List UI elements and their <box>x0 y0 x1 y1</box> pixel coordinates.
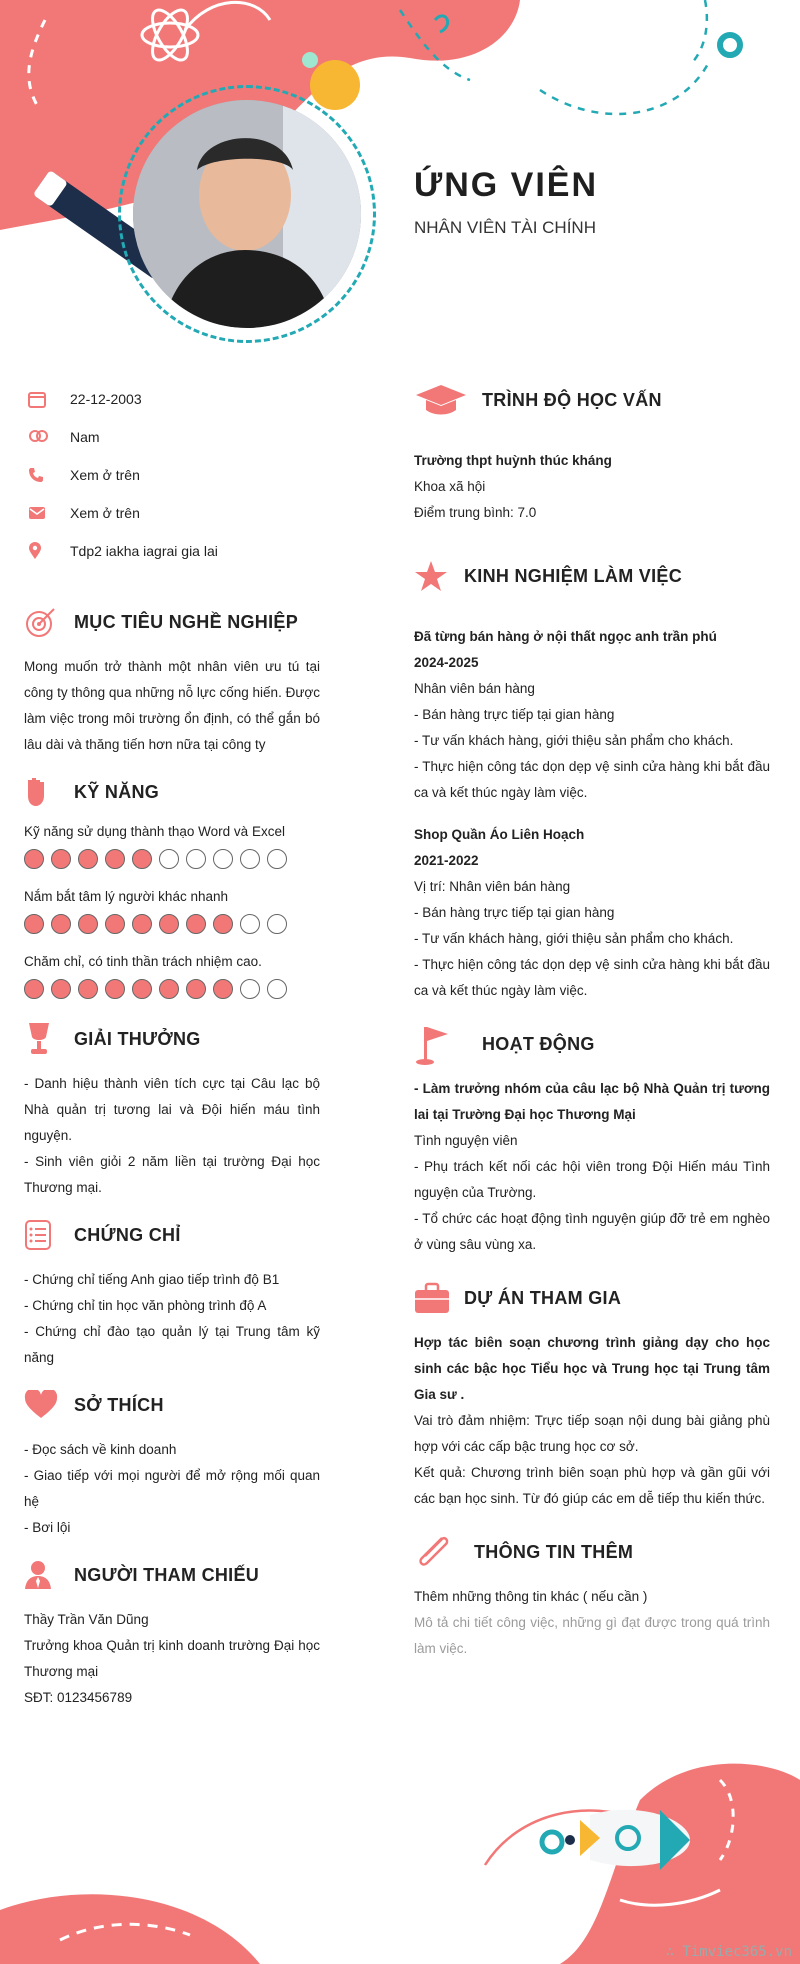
email-value: Xem ở trên <box>70 505 140 521</box>
contact-birthdate <box>24 380 320 418</box>
references-header <box>24 1555 320 1595</box>
job-duty: - Thực hiện công tác dọn dẹp vệ sinh cửa hàng khi bắt đầu ca và kết thúc ngày làm việc. <box>414 957 770 998</box>
reference-line: SĐT: 0123456789 <box>24 1690 133 1705</box>
person-tie-icon <box>24 1555 74 1595</box>
reference-line: Trưởng khoa Quản trị kinh doanh trường Đại học Thương mại <box>24 1638 320 1679</box>
skill-label: Chăm chỉ, có tinh thần trách nhiệm cao. <box>24 954 262 969</box>
rating-dot-filled <box>78 849 98 869</box>
education-title: TRÌNH ĐỘ HỌC VẤN <box>482 389 662 410</box>
rating-dot-filled <box>24 849 44 869</box>
job-duty: - Tư vấn khách hàng, giới thiệu sản phẩm cho khách. <box>414 733 734 748</box>
rating-dot-filled <box>24 979 44 999</box>
projects-header <box>414 1278 770 1318</box>
rating-dot-filled <box>51 849 71 869</box>
rating-dot-filled <box>24 914 44 934</box>
address-value: Tdp2 iakha iagrai gia lai <box>70 543 218 559</box>
certificate-line: - Chứng chỉ đào tạo quản lý tại Trung tâm kỹ năng <box>24 1324 320 1365</box>
extra-header <box>414 1532 770 1572</box>
activity-heading: - Làm trưởng nhóm của câu lạc bộ Nhà Quản trị tương lai tại Trường Đại học Thương Mại <box>414 1081 770 1122</box>
job-duty: - Thực hiện công tác dọn dẹp vệ sinh cửa hàng khi bắt đầu ca và kết thúc ngày làm việc. <box>414 759 770 800</box>
education-gpa: Điểm trung bình: 7.0 <box>414 505 537 520</box>
rating-dot-filled <box>132 979 152 999</box>
job-duty: - Bán hàng trực tiếp tại gian hàng <box>414 707 615 722</box>
rating-dot-empty <box>267 914 287 934</box>
rating-dot-empty <box>240 914 260 934</box>
phone-icon <box>24 467 70 483</box>
objective-text: Mong muốn trở thành một nhân viên ưu tú tại công ty thông qua những nỗ lực cống hiến. Được làm việc trong môi trường ổn định, có thể gắn bó lâu dài và thăng tiến hơn nữa tại công ty <box>24 659 320 752</box>
awards-line: - Danh hiệu thành viên tích cực tại Câu lạc bộ Nhà quản trị tương lai và Đội hiến máu tình nguyện. <box>24 1076 320 1143</box>
education-school: Trường thpt huỳnh thúc kháng <box>414 453 612 468</box>
job-position: Nhân viên bán hàng <box>414 681 535 696</box>
activity-line: - Phụ trách kết nối các hội viên trong Đội Hiến máu Tình nguyện của Trường. <box>414 1159 770 1200</box>
extra-title: THÔNG TIN THÊM <box>474 1541 634 1562</box>
activity-role: Tình nguyện viên <box>414 1133 518 1148</box>
experience-header <box>414 556 770 596</box>
birthdate-value: 22-12-2003 <box>70 391 142 407</box>
contact-phone <box>24 456 320 494</box>
rating-dot-filled <box>186 979 206 999</box>
job-period: 2024-2025 <box>414 655 479 670</box>
projects-title: DỰ ÁN THAM GIA <box>464 1287 622 1308</box>
rating-dot-filled <box>78 914 98 934</box>
rating-dot-filled <box>105 914 125 934</box>
skills-title: KỸ NĂNG <box>74 781 160 802</box>
flag-icon <box>414 1024 482 1064</box>
raised-fist-icon <box>24 772 74 812</box>
skills-header <box>24 772 320 812</box>
certificates-header <box>24 1215 320 1255</box>
skill-rating <box>24 849 320 869</box>
location-pin-icon <box>24 542 70 560</box>
rating-dot-empty <box>240 979 260 999</box>
job-period: 2021-2022 <box>414 853 479 868</box>
contact-address <box>24 532 320 570</box>
hobbies-header <box>24 1385 320 1425</box>
certificate-line: - Chứng chỉ tin học văn phòng trình độ A <box>24 1298 267 1313</box>
project-line: Kết quả: Chương trình biên soạn phù hợp và gần gũi với các bạn học sinh. Từ đó giúp các em dễ tiếp thu kiến thức. <box>414 1465 770 1506</box>
rating-dot-empty <box>213 849 233 869</box>
job-company: Đã từng bán hàng ở nội thất ngọc anh trần phú <box>414 629 717 644</box>
activities-title: HOẠT ĐỘNG <box>482 1033 595 1054</box>
skill-label: Kỹ năng sử dụng thành thạo Word và Excel <box>24 824 285 839</box>
candidate-name: ỨNG VIÊN <box>414 166 599 204</box>
job-company: Shop Quần Áo Liên Hoạch <box>414 827 585 842</box>
person-photo <box>133 100 361 328</box>
watermark: ∴ Timviec365.vn <box>665 1944 792 1960</box>
heart-icon <box>24 1385 74 1425</box>
extra-hint: Mô tả chi tiết công việc, những gì đạt được trong quá trình làm việc. <box>414 1615 770 1656</box>
certificate-line: - Chứng chỉ tiếng Anh giao tiếp trình độ B1 <box>24 1272 280 1287</box>
star-icon <box>414 556 464 596</box>
hobbies-title: SỞ THÍCH <box>74 1394 164 1415</box>
rating-dot-filled <box>213 914 233 934</box>
rating-dot-filled <box>51 914 71 934</box>
rating-dot-filled <box>159 914 179 934</box>
education-header <box>414 380 770 420</box>
gender-value: Nam <box>70 429 100 445</box>
references-title: NGƯỜI THAM CHIẾU <box>74 1564 260 1585</box>
awards-line: - Sinh viên giỏi 2 năm liền tại trường Đại học Thương mại. <box>24 1154 320 1195</box>
awards-title: GIẢI THƯỞNG <box>74 1028 201 1049</box>
extra-line: Thêm những thông tin khác ( nếu cần ) <box>414 1589 648 1604</box>
job-duty: - Bán hàng trực tiếp tại gian hàng <box>414 905 615 920</box>
rating-dot-filled <box>105 849 125 869</box>
target-icon <box>24 602 74 642</box>
skill-label: Nắm bắt tâm lý người khác nhanh <box>24 889 228 904</box>
footer-decoration <box>0 1690 800 1964</box>
rating-dot-filled <box>132 914 152 934</box>
briefcase-icon <box>414 1278 464 1318</box>
graduation-cap-icon <box>414 380 482 420</box>
avatar <box>133 100 361 328</box>
rating-dot-empty <box>159 849 179 869</box>
experience-title: KINH NGHIỆM LÀM VIỆC <box>464 565 683 586</box>
activities-header <box>414 1024 770 1064</box>
candidate-role: NHÂN VIÊN TÀI CHÍNH <box>414 218 596 237</box>
header-decoration <box>0 0 800 360</box>
hobby-line: - Đọc sách về kinh doanh <box>24 1442 177 1457</box>
contact-gender <box>24 418 320 456</box>
rating-dot-filled <box>132 849 152 869</box>
skill-rating <box>24 914 320 934</box>
rating-dot-filled <box>159 979 179 999</box>
education-faculty: Khoa xã hội <box>414 479 486 494</box>
objective-title: MỤC TIÊU NGHỀ NGHIỆP <box>74 611 299 632</box>
skills-list <box>24 824 320 999</box>
project-line: Vai trò đảm nhiệm: Trực tiếp soạn nội dung bài giảng phù hợp với các cấp bậc trung học cơ sở. <box>414 1413 770 1454</box>
trophy-icon <box>24 1019 74 1059</box>
rating-dot-empty <box>240 849 260 869</box>
right-column <box>414 380 770 1662</box>
rating-dot-filled <box>51 979 71 999</box>
checklist-icon <box>24 1215 74 1255</box>
job-position: Vị trí: Nhân viên bán hàng <box>414 879 571 894</box>
paperclip-icon <box>414 1532 474 1572</box>
calendar-icon <box>24 390 70 408</box>
rating-dot-filled <box>186 914 206 934</box>
activity-line: - Tổ chức các hoạt động tình nguyện giúp đỡ trẻ em nghèo ở vùng sâu vùng xa. <box>414 1211 770 1252</box>
rating-dot-filled <box>213 979 233 999</box>
contact-email <box>24 494 320 532</box>
project-heading: Hợp tác biên soạn chương trình giảng dạy cho học sinh các bậc học Tiểu học và Trung học tại Trung tâm Gia sư . <box>414 1335 770 1402</box>
left-column <box>24 380 320 1711</box>
certificates-title: CHỨNG CHỈ <box>74 1224 181 1245</box>
phone-value: Xem ở trên <box>70 467 140 483</box>
avatar-frame <box>118 85 376 343</box>
rating-dot-filled <box>78 979 98 999</box>
reference-line: Thầy Trần Văn Dũng <box>24 1612 149 1627</box>
awards-header <box>24 1019 320 1059</box>
gender-icon <box>24 428 70 446</box>
objective-header <box>24 602 320 642</box>
rating-dot-empty <box>267 849 287 869</box>
job-duty: - Tư vấn khách hàng, giới thiệu sản phẩm cho khách. <box>414 931 734 946</box>
rating-dot-empty <box>186 849 206 869</box>
rating-dot-empty <box>267 979 287 999</box>
email-icon <box>24 506 70 520</box>
hobby-line: - Bơi lội <box>24 1520 71 1535</box>
hobby-line: - Giao tiếp với mọi người để mở rộng mối quan hệ <box>24 1468 320 1509</box>
skill-rating <box>24 979 320 999</box>
rating-dot-filled <box>105 979 125 999</box>
